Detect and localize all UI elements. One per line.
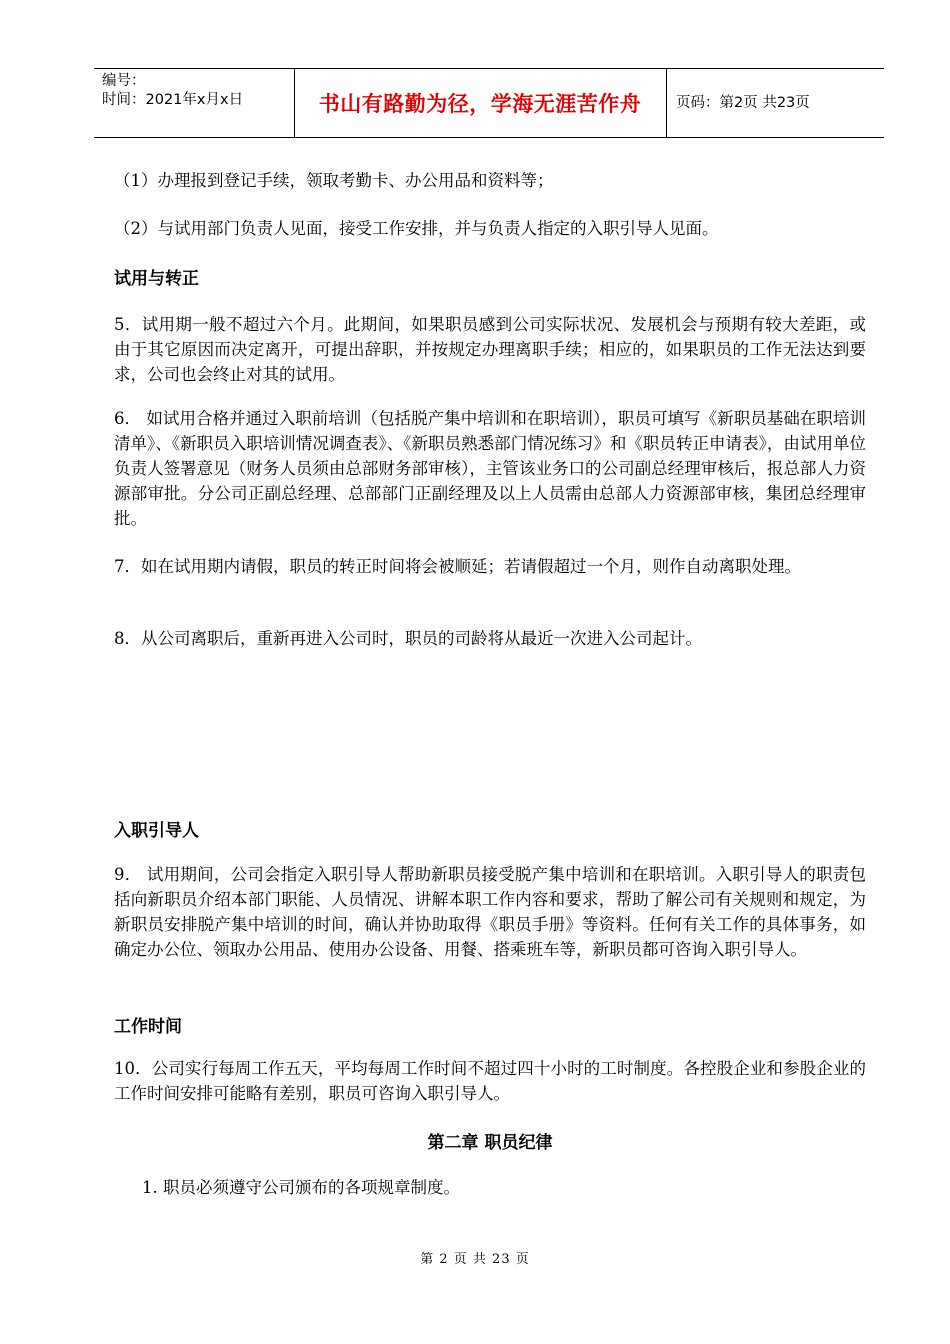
paragraph-10: 10．公司实行每周工作五天，平均每周工作时间不超过四十小时的工时制度。各控股企业和参股企业的工作时间安排可能略有差别，职员可咨询入职引导人。 bbox=[114, 1059, 866, 1103]
header-motto: 书山有路勤为径，学海无涯苦作舟 bbox=[318, 92, 642, 116]
paragraph-8: 8．从公司离职后，重新再进入公司时，职员的司龄将从最近一次进入公司起计。 bbox=[114, 629, 702, 648]
doc-number-label: 编号： bbox=[102, 73, 146, 89]
header-page-info: 页码：第2页 共23页 bbox=[676, 94, 810, 111]
paragraph-6: 6． 如试用合格并通过入职前培训（包括脱产集中培训和在职培训），职员可填写《新职员基础在职培训清单》、《新职员入职培训情况调查表》、《新职员熟悉部门情况练习》和《职员转正申请表》，由试用单位负责人签署意见（财务人员须由总部财务部审核），主管该业务口的公司副总经理审核后，报总部人力资源部审批。分公司正副总经理、总部部门正副经理及以上人员需由总部人力资源部审核，集团总经理审批。 bbox=[114, 409, 866, 528]
section-heading-guide: 入职引导人 bbox=[114, 821, 199, 841]
section-heading-probation: 试用与转正 bbox=[114, 269, 199, 289]
paragraph-7: 7．如在试用期内请假，职员的转正时间将会被顺延；若请假超过一个月，则作自动离职处理。 bbox=[114, 557, 801, 576]
header-page-cell bbox=[666, 69, 884, 137]
paragraph-9: 9． 试用期间，公司会指定入职引导人帮助新职员接受脱产集中培训和在职培训。入职引导人的职责包括向新职员介绍本部门职能、人员情况、讲解本职工作内容和要求，帮助了解公司有关规则和规定，为新职员安排脱产集中培训的时间，确认并协助取得《职员手册》等资料。任何有关工作的具体事务，如确定办公位、领取办公用品、使用办公设备、用餐、搭乘班车等，新职员都可咨询入职引导人。 bbox=[114, 865, 866, 959]
page-footer: 第 2 页 共 23 页 bbox=[420, 1252, 530, 1267]
header-meta-cell bbox=[94, 69, 295, 137]
chapter-heading: 第二章 职员纪律 bbox=[427, 1133, 553, 1153]
paragraph-step-1: （1）办理报到登记手续，领取考勤卡、办公用品和资料等； bbox=[114, 171, 554, 190]
chapter2-item-1: 1. 职员必须遵守公司颁布的各项规章制度。 bbox=[142, 1178, 460, 1197]
page-header bbox=[94, 68, 884, 138]
doc-time-label: 时间：2021年x月x日 bbox=[102, 92, 244, 108]
header-motto-cell bbox=[294, 69, 667, 137]
paragraph-5: 5．试用期一般不超过六个月。此期间，如果职员感到公司实际状况、发展机会与预期有较大差距，或由于其它原因而决定离开，可提出辞职，并按规定办理离职手续；相应的，如果职员的工作无法达到要求，公司也会终止对其的试用。 bbox=[114, 315, 866, 384]
section-heading-worktime: 工作时间 bbox=[114, 1017, 182, 1037]
paragraph-step-2: （2）与试用部门负责人见面，接受工作安排，并与负责人指定的入职引导人见面。 bbox=[114, 219, 719, 238]
